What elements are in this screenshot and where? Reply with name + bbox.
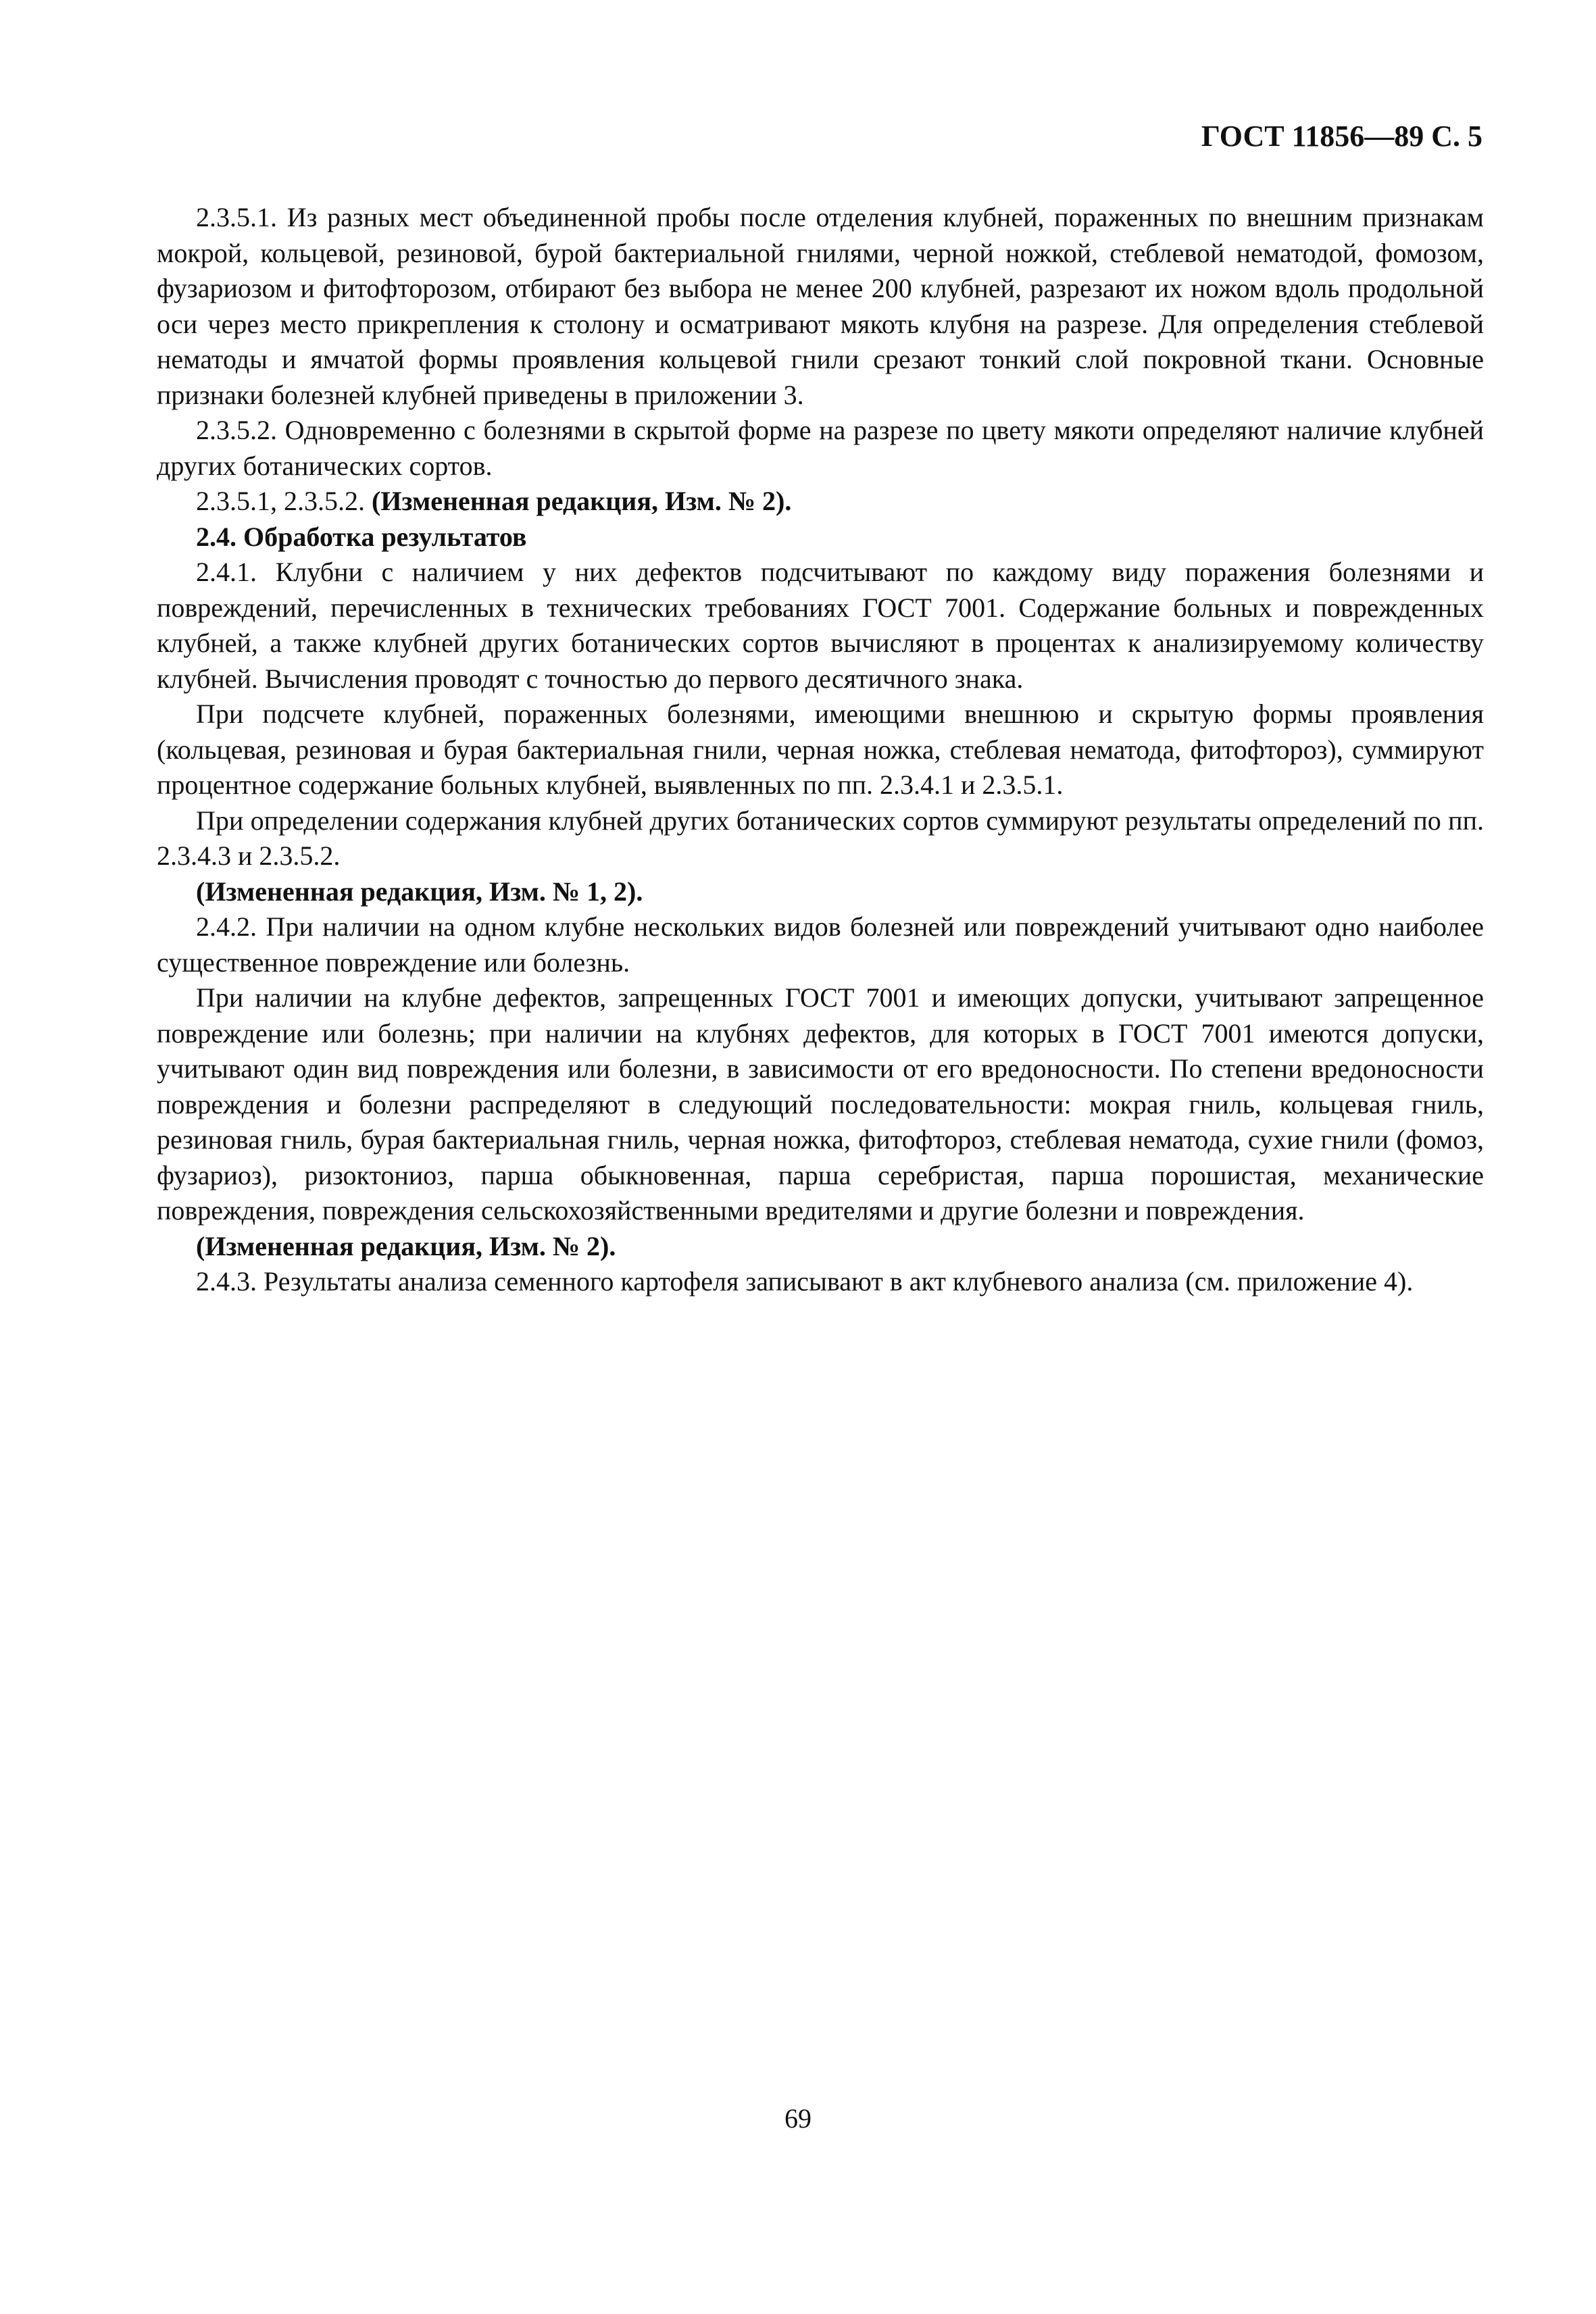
amendment-note-bold: (Измененная редакция, Изм. № 2).: [372, 486, 792, 516]
paragraph-counting-diseases: При подсчете клубней, пораженных болезнями, имеющими внешнюю и скрытую формы проявления (кольцевая, резиновая и бурая бактериальная гнили, черная ножка, стеблевая нематода, фитофтороз), суммируют процентное содержание больных клубней, выявленных по пп. 2.3.4.1 и 2.3.5.1.: [157, 699, 1484, 800]
document-body: [157, 200, 1484, 1300]
paragraph-2-4-3: 2.4.3. Результаты анализа семенного картофеля записывают в акт клубневого анализа (см. приложение 4).: [196, 1266, 1414, 1297]
amendment-note: (Измененная редакция, Изм. № 1, 2).: [196, 876, 643, 907]
paragraph-2-4-2: 2.4.2. При наличии на одном клубне нескольких видов болезней или повреждений учитывают одно наиболее существенное повреждение или болезнь.: [157, 911, 1484, 978]
page-header: ГОСТ 11856—89 С. 5: [1201, 120, 1482, 153]
paragraph-2-3-5-1: 2.3.5.1. Из разных мест объединенной пробы после отделения клубней, пораженных по внешним признакам мокрой, кольцевой, резиновой, бурой бактериальной гнилями, черной ножкой, стеблевой нематодой, фомозом, фузариозом и фитофторозом, отбирают без выбора не менее 200 клубней, разрезают их ножом вдоль продольной оси через место прикрепления к столону и осматривают мякоть клубня на разрезе. Для определения стеблевой нематоды и ямчатой формы проявления кольцевой гнили срезают тонкий слой покровной ткани. Основные признаки болезней клубней приведены в приложении 3.: [157, 202, 1484, 410]
amendment-note: [157, 484, 1484, 520]
page-number: 69: [784, 2103, 812, 2134]
paragraph-2-3-5-2: 2.3.5.2. Одновременно с болезнями в скрытой форме на разрезе по цвету мякоти определяют наличие клубней других ботанических сортов.: [157, 415, 1484, 481]
amendment-note: (Измененная редакция, Изм. № 2).: [196, 1230, 616, 1261]
amendment-note-prefix: 2.3.5.1, 2.3.5.2.: [196, 486, 372, 516]
paragraph-other-varieties: При определении содержания клубней других ботанических сортов суммируют результаты определений по пп. 2.3.4.3 и 2.3.5.2.: [157, 805, 1484, 871]
paragraph-defect-priority: При наличии на клубне дефектов, запрещенных ГОСТ 7001 и имеющих допуски, учитывают запрещенное повреждение или болезнь; при наличии на клубнях дефектов, для которых в ГОСТ 7001 имеются допуски, учитывают один вид повреждения или болезни, в зависимости от его вредоносности. По степени вредоносности повреждения и болезни распределяют в следующий последовательности: мокрая гниль, кольцевая гниль, резиновая гниль, бурая бактериальная гниль, черная ножка, фитофтороз, стеблевая нематода, сухие гнили (фомоз, фузариоз), ризоктониоз, парша обыкновенная, парша серебристая, парша порошистая, механические повреждения, повреждения сельскохозяйственными вредителями и другие болезни и повреждения.: [157, 982, 1484, 1226]
section-heading-2-4: 2.4. Обработка результатов: [196, 521, 527, 552]
paragraph-2-4-1: 2.4.1. Клубни с наличием у них дефектов подсчитывают по каждому виду поражения болезнями и повреждений, перечисленных в технических требованиях ГОСТ 7001. Содержание больных и поврежденных клубней, а также клубней других ботанических сортов вычисляют в процентах к анализируемому количеству клубней. Вычисления проводят с точностью до первого десятичного знака.: [157, 557, 1484, 694]
